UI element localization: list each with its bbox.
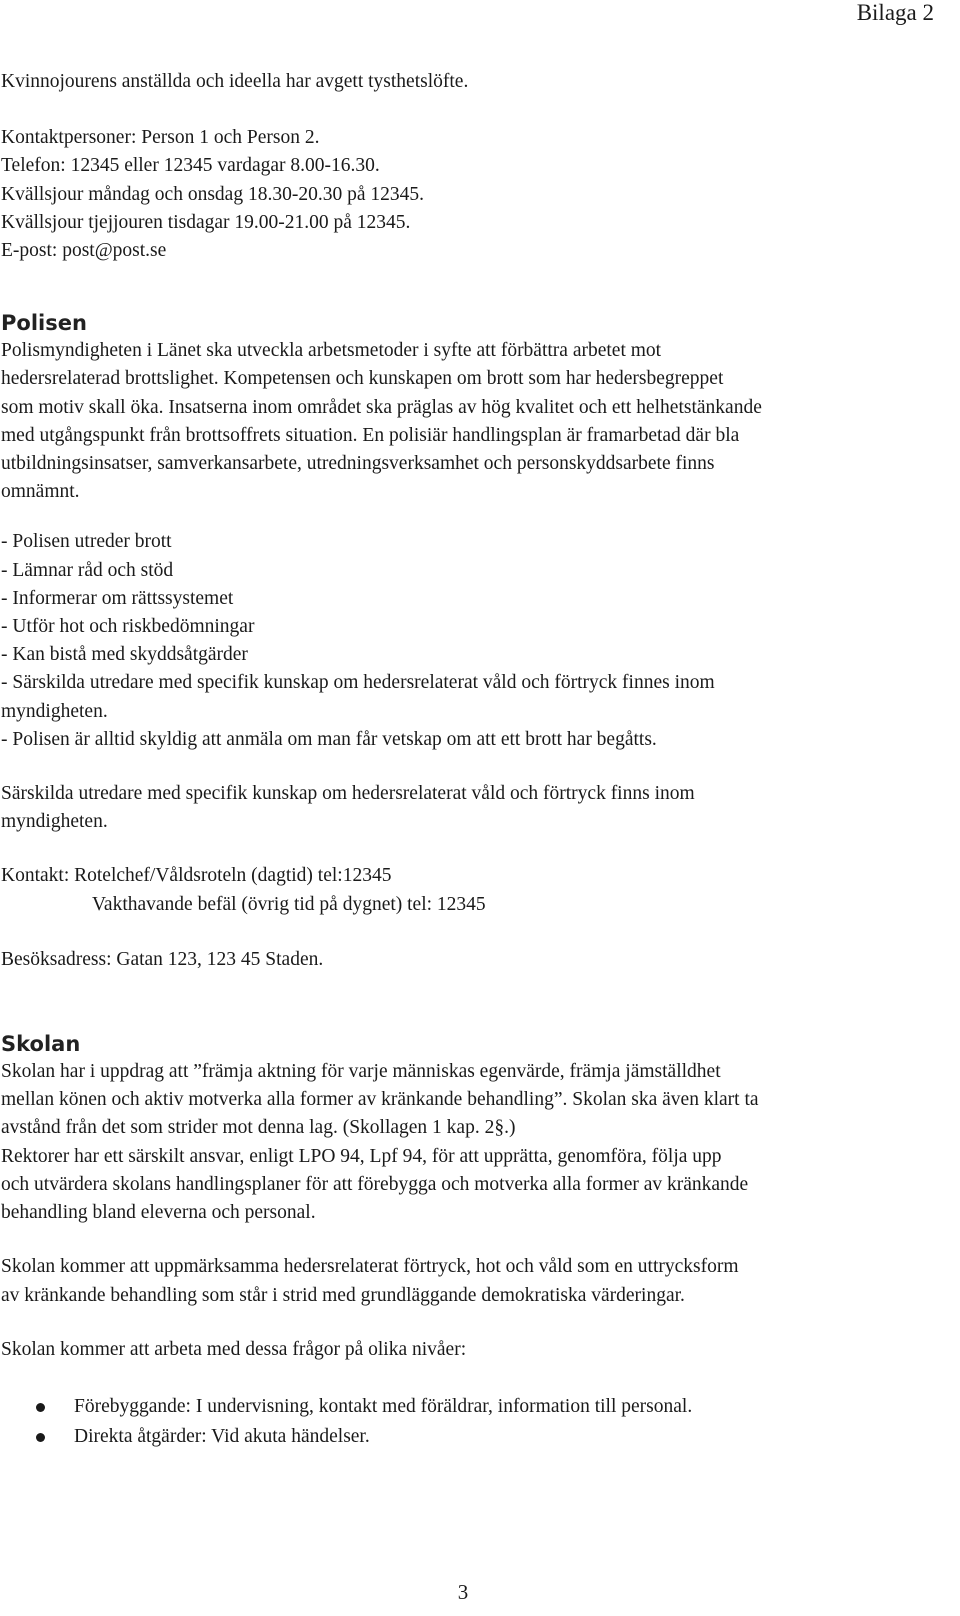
list-item: Direkta åtgärder: Vid akuta händelser. (1, 1422, 932, 1452)
shelter-contact-details (1, 124, 932, 265)
evening-hours: Kvällsjour måndag och onsdag 18.30-20.30 på 12345. (1, 183, 424, 205)
police-contact-primary: Kontakt: Rotelchef/Våldsroteln (dagtid) tel:12345 (1, 865, 392, 887)
list-item: - Informerar om rättssystemet (1, 587, 234, 609)
police-visiting-address: Besöksadress: Gatan 123, 123 45 Staden. (1, 948, 324, 970)
confidentiality-statement: Kvinnojourens anställda och ideella har avgett tysthetslöfte. (1, 71, 469, 92)
list-item: - Polisen utreder brott (1, 531, 172, 553)
email-address: E-post: post@post.se (1, 240, 167, 262)
document-body (1, 68, 932, 1452)
police-contact (1, 862, 932, 918)
school-levels-list (1, 1392, 932, 1452)
school-heading: Skolan (1, 1032, 81, 1057)
school-mission-paragraph: Skolan har i uppdrag att ”främja aktning för varje människas egenvärde, främja jämställdhet mellan könen och aktiv motverka alla former av kränkande behandling”. Skolan ska även klart ta avstånd från det som strider mot denna lag. (Skollagen 1 kap. 2§.) Rektorer har ett särskilt ansvar, enligt LPO 94, Lpf 94, för att upprätta, genomföra, följa upp och utvärdera skolans handlingsplaner för att förebygga och motverka alla former av kränkande behandling bland eleverna och personal. (1, 1061, 759, 1224)
contact-persons: Kontaktpersoner: Person 1 och Person 2. (1, 127, 320, 149)
page-number: 3 (457, 1580, 469, 1604)
girls-shelter-hours: Kvällsjour tjejjouren tisdagar 19.00-21.00 på 12345. (1, 211, 411, 233)
police-heading: Polisen (1, 311, 87, 336)
bullet-icon (36, 1403, 45, 1412)
list-item: - Särskilda utredare med specifik kunskap om hedersrelaterat våld och förtryck finnes inom (1, 672, 715, 694)
police-paragraph: Polismyndigheten i Länet ska utveckla arbetsmetoder i syfte att förbättra arbetet mot hedersrelaterad brottslighet. Kompetensen och kunskapen om brott som har hedersbegreppet som motiv skall öka. Insatserna inom området ska präglas av hög kvalitet och ett helhetstänkande med utgångspunkt från brottsoffrets situation. En polisiär handlingsplan är framarbetad där bla utbildningsinsatser, samverkansarbete, utredningsverksamhet och personskyddsarbete finns omnämnt. (1, 340, 762, 503)
bullet-icon (36, 1433, 45, 1442)
special-investigators-note: Särskilda utredare med specifik kunskap om hedersrelaterat våld och förtryck finns inom myndigheten. (1, 783, 695, 833)
list-item: - Kan bistå med skyddsåtgärder (1, 644, 248, 666)
police-contact-secondary: Vakthavande befäl (övrig tid på dygnet) tel: 12345 (92, 893, 486, 915)
school-levels-intro: Skolan kommer att arbeta med dessa frågor på olika nivåer: (1, 1338, 467, 1360)
list-item: - Lämnar råd och stöd (1, 559, 174, 581)
school-awareness-paragraph: Skolan kommer att uppmärksamma hedersrelaterat förtryck, hot och våld som en uttrycksform av kränkande behandling som står i strid med grundläggande demokratiska värderingar. (1, 1256, 739, 1306)
police-duties-list: - Polisen utreder brott - Lämnar råd och stöd - Informerar om rättssystemet - Utför hot och riskbedömningar - Kan bistå med skyddsåtgärder - Särskilda utredare med specifik kunskap om hedersrelaterat våld och förtryck finnes inom myndigheten. - Polisen är alltid skyldig att anmäla om man får vetskap om att ett brott har begåtts. (1, 528, 932, 754)
list-item: - Polisen är alltid skyldig att anmäla om man får vetskap om att ett brott har begåtts. (1, 728, 657, 750)
list-item: Förebyggande: I undervisning, kontakt med föräldrar, information till personal. (1, 1392, 932, 1422)
phone-hours: Telefon: 12345 eller 12345 vardagar 8.00-16.30. (1, 155, 380, 177)
appendix-label: Bilaga 2 (856, 0, 934, 25)
list-item: - Utför hot och riskbedömningar (1, 616, 255, 638)
